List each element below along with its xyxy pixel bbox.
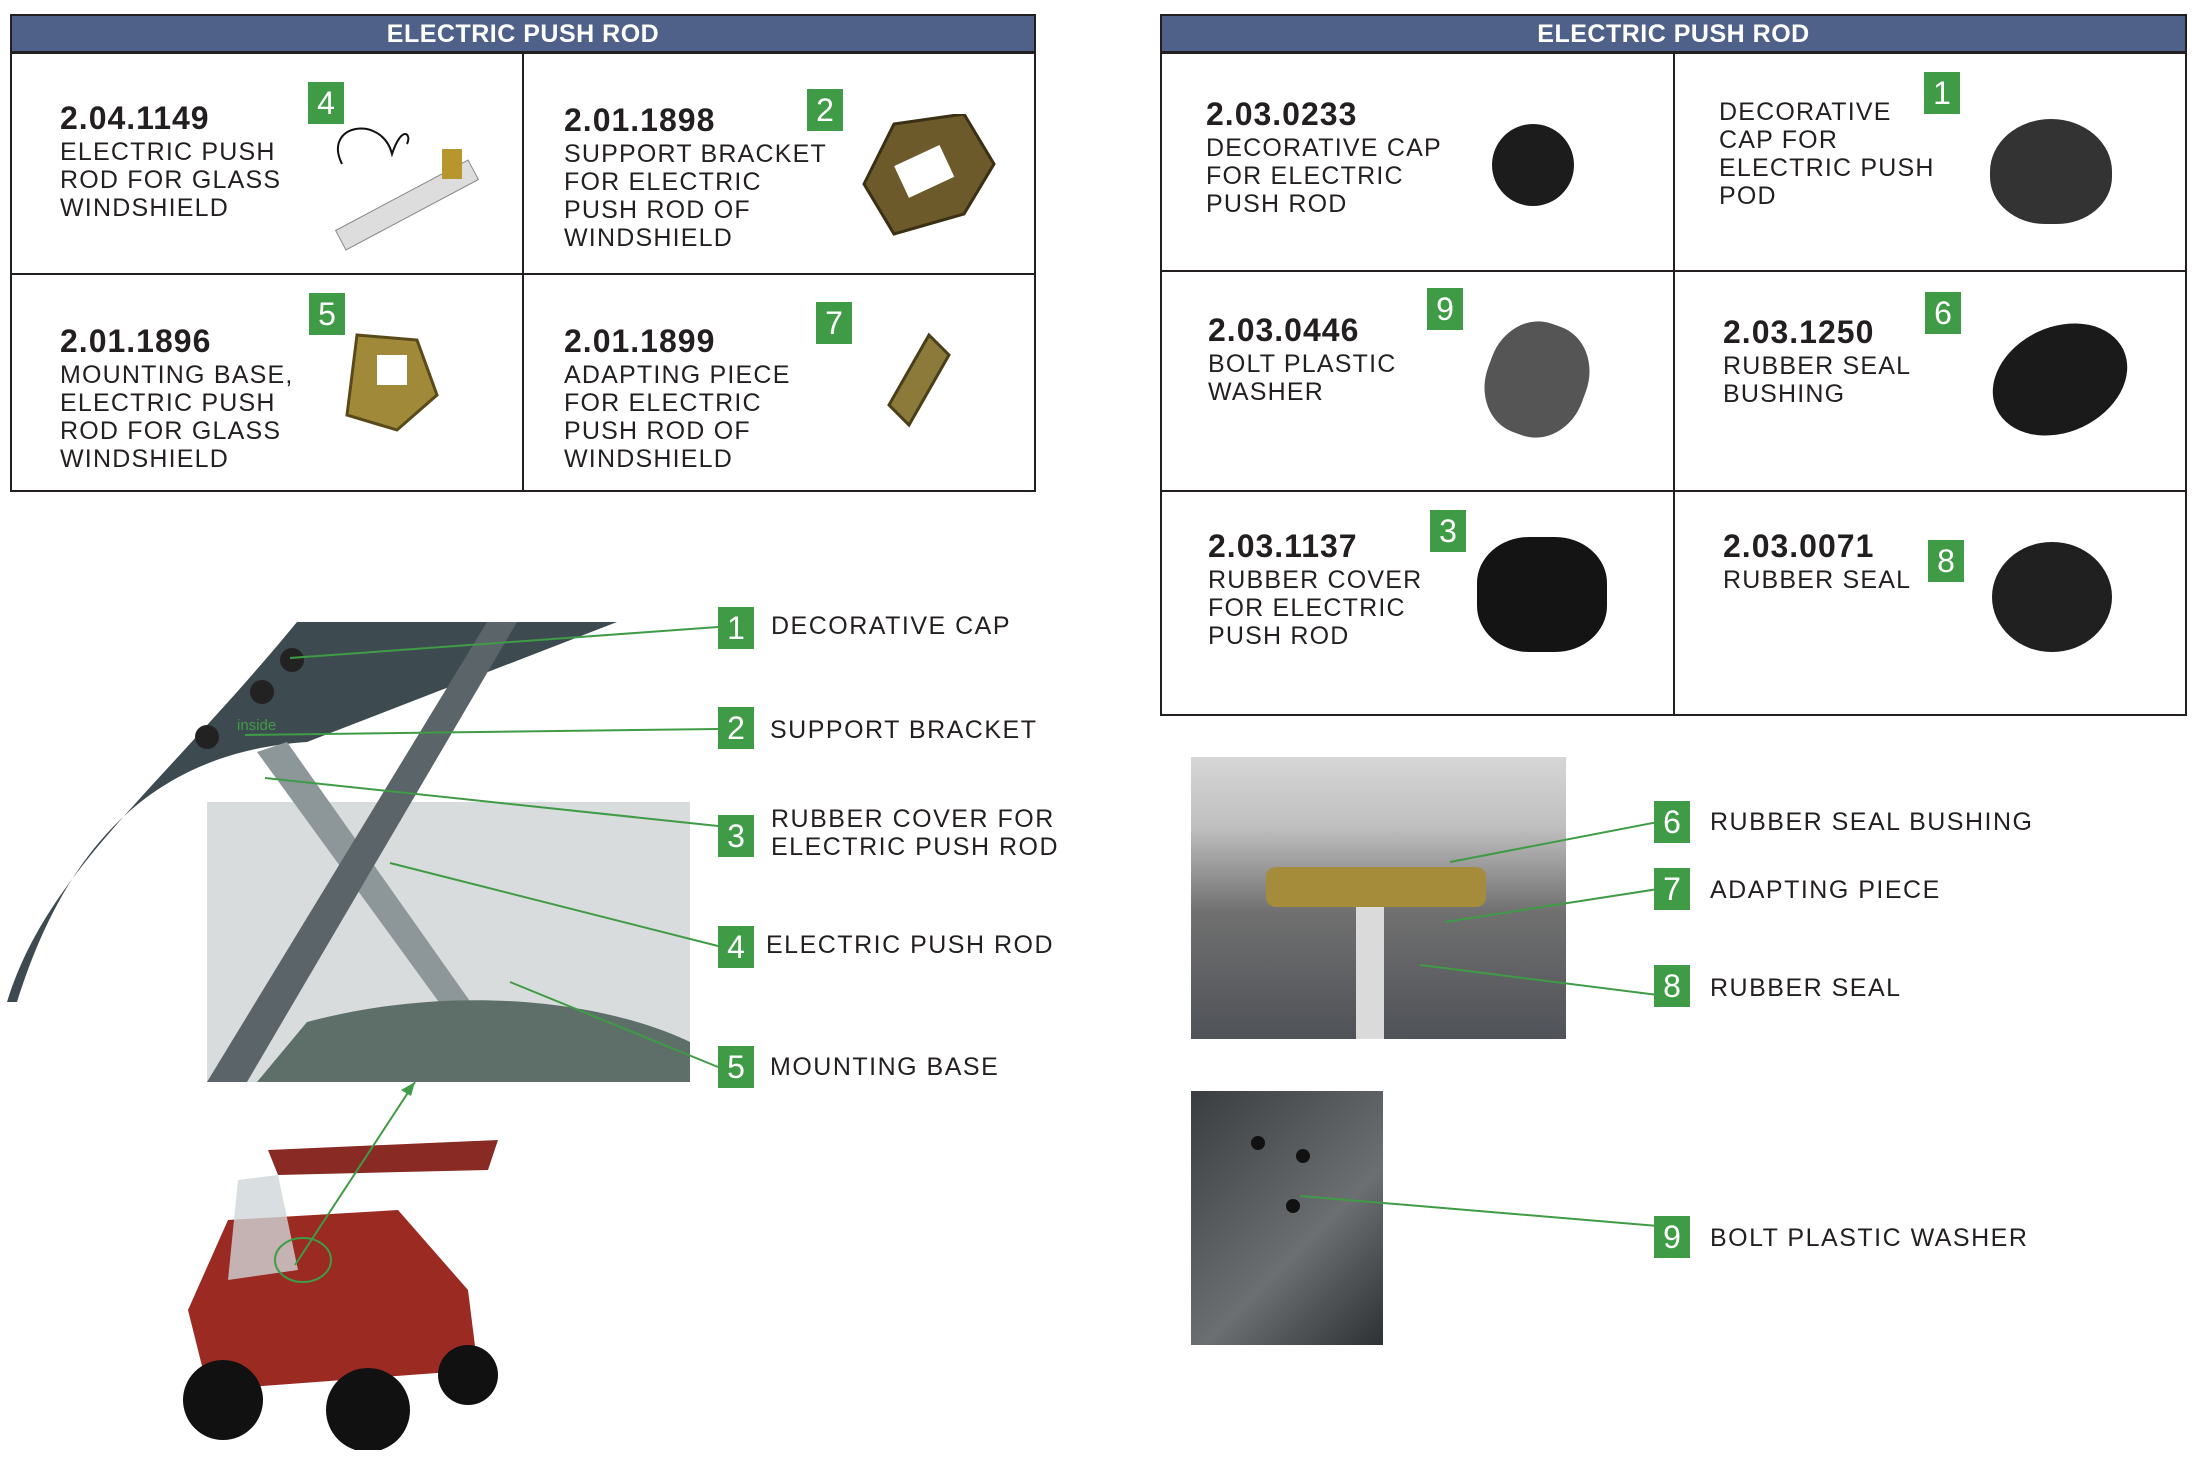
callout-badge-2: 2 — [718, 707, 754, 749]
callout-badge-3: 3 — [718, 815, 754, 857]
callout-label: RUBBER COVER FOR ELECTRIC PUSH ROD — [771, 805, 1060, 861]
part-description: DECORATIVE CAP FOR ELECTRIC PUSH POD — [1719, 98, 1935, 210]
table-header: ELECTRIC PUSH ROD — [12, 16, 1034, 54]
callout-label: SUPPORT BRACKET — [770, 716, 1038, 744]
callout-badge-5: 5 — [718, 1046, 754, 1088]
callout-badge: 6 — [1925, 292, 1961, 334]
part-number: 2.03.1250 — [1723, 314, 1875, 350]
callout-badge: 4 — [308, 82, 344, 124]
callout-badge: 9 — [1427, 288, 1463, 330]
part-description: ELECTRIC PUSH ROD FOR GLASS WINDSHIELD — [60, 138, 282, 222]
part-description: RUBBER COVER FOR ELECTRIC PUSH ROD — [1208, 566, 1423, 650]
part-description: ADAPTING PIECE FOR ELECTRIC PUSH ROD OF WINDSHIELD — [564, 361, 791, 473]
part-description: RUBBER SEAL BUSHING — [1723, 352, 1912, 408]
callout-label: RUBBER SEAL — [1710, 974, 1902, 1002]
part-description: SUPPORT BRACKET FOR ELECTRIC PUSH ROD OF WINDSHIELD — [564, 140, 827, 252]
callout-badge-9: 9 — [1654, 1216, 1690, 1258]
callout-badge: 3 — [1430, 510, 1466, 552]
part-description: BOLT PLASTIC WASHER — [1208, 350, 1397, 406]
callout-label: MOUNTING BASE — [770, 1053, 1000, 1081]
callout-label: BOLT PLASTIC WASHER — [1710, 1224, 2029, 1252]
part-number: 2.03.0233 — [1206, 96, 1358, 132]
callout-badge-7: 7 — [1654, 868, 1690, 910]
part-number: 2.03.0071 — [1723, 528, 1875, 564]
callout-label: ELECTRIC PUSH ROD — [766, 931, 1055, 959]
part-number: 2.01.1898 — [564, 102, 716, 138]
callout-label: DECORATIVE CAP — [771, 612, 1012, 640]
inside-label: inside — [237, 717, 277, 734]
part-number: 2.01.1899 — [564, 323, 716, 359]
part-description: DECORATIVE CAP FOR ELECTRIC PUSH ROD — [1206, 134, 1442, 218]
part-description: MOUNTING BASE, ELECTRIC PUSH ROD FOR GLASS WINDSHIELD — [60, 361, 294, 473]
part-number: 2.03.1137 — [1208, 528, 1358, 564]
callout-badge: 1 — [1924, 72, 1960, 114]
part-number: 2.04.1149 — [60, 100, 210, 136]
callout-badge-6: 6 — [1654, 801, 1690, 843]
part-number: 2.03.0446 — [1208, 312, 1360, 348]
callout-badge-1: 1 — [718, 607, 754, 649]
table-header: ELECTRIC PUSH ROD — [1162, 16, 2185, 54]
callout-label: ADAPTING PIECE — [1710, 876, 1941, 904]
part-number: 2.01.1896 — [60, 323, 212, 359]
callout-badge: 8 — [1928, 540, 1964, 582]
callout-badge: 2 — [807, 89, 843, 131]
callout-badge-8: 8 — [1654, 965, 1690, 1007]
callout-badge: 5 — [309, 293, 345, 335]
callout-badge: 7 — [816, 302, 852, 344]
callout-badge-4: 4 — [718, 926, 754, 968]
callout-label: RUBBER SEAL BUSHING — [1710, 808, 2034, 836]
part-description: RUBBER SEAL — [1723, 566, 1912, 594]
